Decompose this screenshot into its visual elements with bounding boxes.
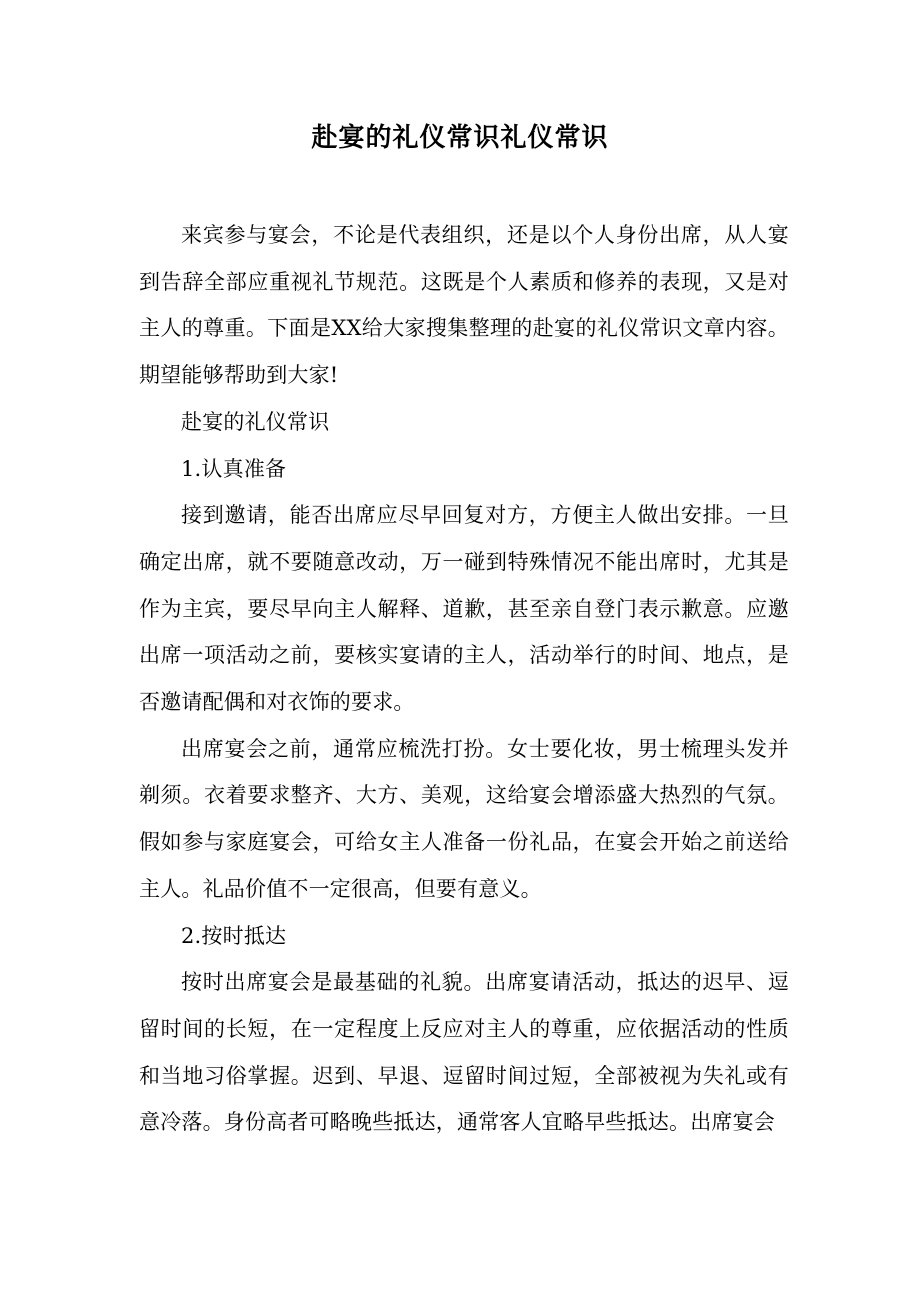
document-body (139, 212, 789, 1146)
preparation-paragraph-1: 接到邀请，能否出席应尽早回复对方，方便主人做出安排。一旦确定出席，就不要随意改动，万一碰到特殊情况不能出席时，尤其是作为主宾，要尽早向主人解释、道歉，甚至亲自登门表示歉意。应邀出席一项活动之前，要核实宴请的主人，活动举行的时间、地点，是否邀请配偶和对衣饰的要求。 (139, 503, 789, 715)
subsection-heading-2: 2.按时抵达 (181, 923, 287, 948)
document-title: 赴宴的礼仪常识礼仪常识 (311, 123, 609, 153)
punctuality-paragraph: 按时出席宴会是最基础的礼貌。出席宴请活动，抵达的迟早、逗留时间的长短，在一定程度上反应对主人的尊重，应依据活动的性质和当地习俗掌握。迟到、早退、逗留时间过短，全部被视为失礼或有意冷落。身份高者可略晚些抵达，通常客人宜略早些抵达。出席宴会 (139, 970, 789, 1135)
section-heading: 赴宴的礼仪常识 (181, 409, 330, 434)
intro-paragraph: 来宾参与宴会，不论是代表组织，还是以个人身份出席，从人宴到告辞全部应重视礼节规范。这既是个人素质和修养的表现，又是对主人的尊重。下面是XX给大家搜集整理的赴宴的礼仪常识文章内容。期望能够帮助到大家! (139, 223, 789, 388)
preparation-paragraph-2: 出席宴会之前，通常应梳洗打扮。女士要化妆，男士梳理头发并剃须。衣着要求整齐、大方、美观，这给宴会增添盛大热烈的气氛。假如参与家庭宴会，可给女主人准备一份礼品，在宴会开始之前送给主人。礼品价值不一定很高，但要有意义。 (139, 736, 789, 901)
subsection-heading-1: 1.认真准备 (181, 456, 287, 481)
